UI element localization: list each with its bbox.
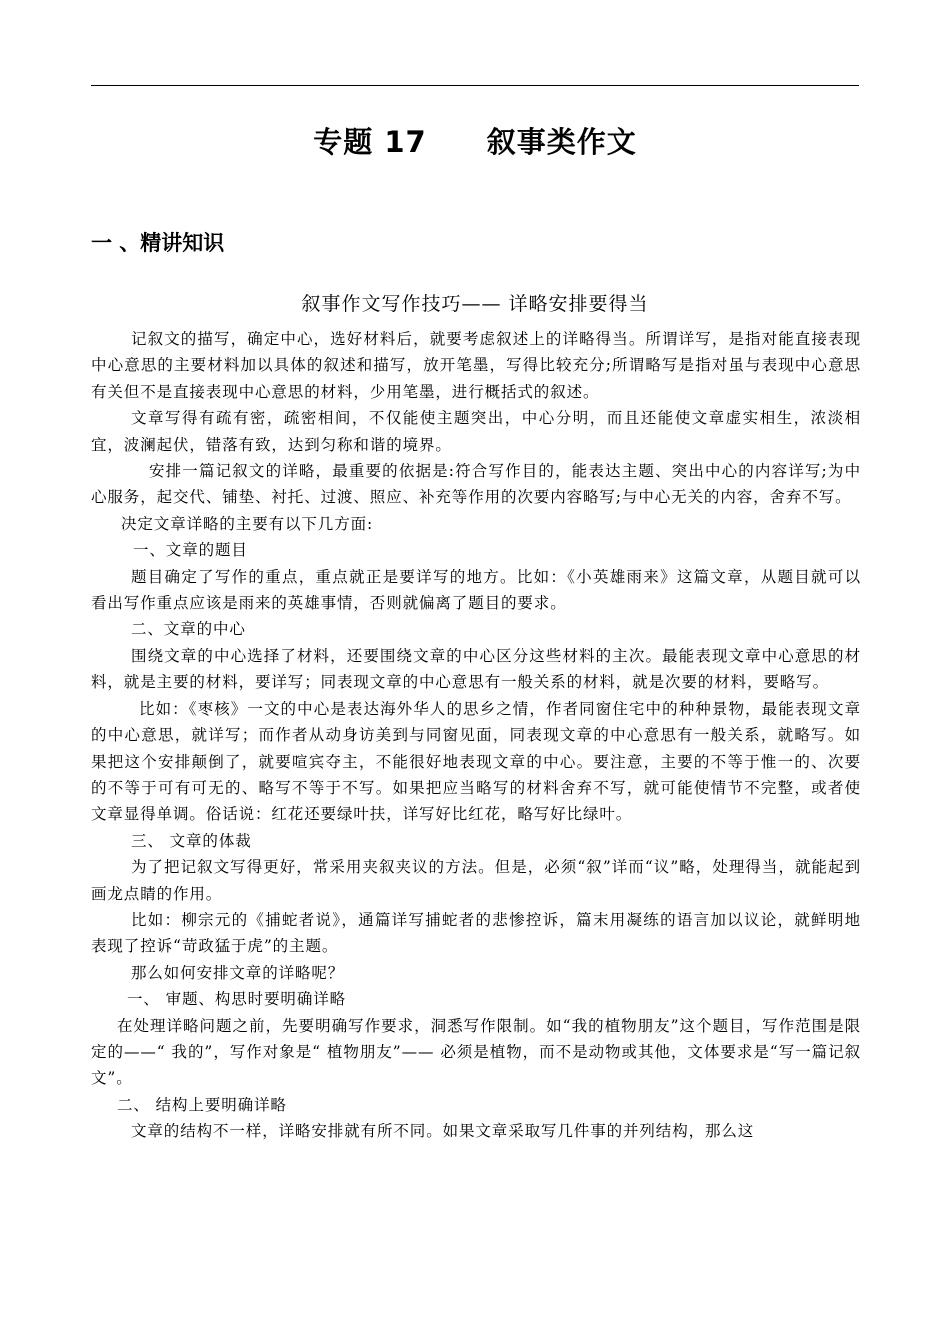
paragraph: 文章的结构不一样，详略安排就有所不同。如果文章采取写几件事的并列结构，那么这 xyxy=(131,1122,755,1141)
paragraph: 题目确定了写作的重点，重点就正是要详写的地方。比如：《小英雄雨来》这篇文章，从题目就可以看出写作重点应该是雨来的英雄事情，否则就偏离了题目的要求。 xyxy=(91,567,861,613)
page-title: 专题 17 叙事类作文 xyxy=(313,125,637,159)
subheading: 三、 文章的体裁 xyxy=(131,831,252,850)
article-title: 叙事作文写作技巧—— 详略安排要得当 xyxy=(301,293,649,315)
subheading: 二、 结构上要明确详略 xyxy=(117,1095,287,1114)
subheading: 一、文章的题目 xyxy=(133,541,248,560)
subheading: 一、 审题、构思时要明确详略 xyxy=(127,990,347,1009)
header-rule xyxy=(91,85,859,86)
paragraph: 决定文章详略的主要有以下几方面: xyxy=(121,514,374,533)
paragraph: 文章写得有疏有密，疏密相间，不仅能使主题突出，中心分明，而且还能使文章虚实相生，浓淡相宜，波澜起伏，错落有致，达到匀称和谐的境界。 xyxy=(91,409,861,454)
paragraph: 比如：《枣核》一文的中心是表达海外华人的思乡之情，作者同窗住宅中的种种景物，最能表现文章的中心意思，就详写；而作者从动身访美到与同窗见面，同表现文章的中心意思有一般关系，就略写。如果把这个安排颠倒了，就要喧宾夺主，不能很好地表现文章的中心。要注意，主要的不等于惟一的、次要的不等于可有可无的、略写不等于不写。如果把应当略写的材料舍弃不写，就可能使情节不完整，或者使文章显得单调。俗话说：红花还要绿叶扶，详写好比红花，略写好比绿叶。 xyxy=(91,699,861,824)
paragraph: 那么如何安排文章的详略呢？ xyxy=(131,963,345,982)
paragraph: 围绕文章的中心选择了材料，还要围绕文章的中心区分这些材料的主次。最能表现文章中心意思的材料，就是主要的材料，要详写；同表现文章的中心意思有一般关系的材料，就是次要的材料，要略写。 xyxy=(91,646,861,692)
paragraph: 比如：柳宗元的《捕蛇者说》，通篇详写捕蛇者的悲惨控诉，篇末用凝练的语言加以议论，就鲜明地表现了控诉“苛政猛于虎”的主题。 xyxy=(91,910,861,956)
article-body xyxy=(91,326,861,1145)
paragraph: 安排一篇记叙文的详略，最重要的依据是:符合写作目的，能表达主题、突出中心的内容详写;为中心服务，起交代、铺垫、衬托、过渡、照应、补充等作用的次要内容略写;与中心无关的内容，舍弃不写。 xyxy=(91,462,861,507)
paragraph: 记叙文的描写，确定中心，选好材料后，就要考虑叙述上的详略得当。所谓详写，是指对能直接表现中心意思的主要材料加以具体的叙述和描写，放开笔墨，写得比较充分;所谓略写是指对虽与表现中心意思有关但不是直接表现中心意思的材料，少用笔墨，进行概括式的叙述。 xyxy=(91,330,861,401)
subheading: 二、文章的中心 xyxy=(131,620,246,639)
section-heading: 一 、精讲知识 xyxy=(91,231,225,255)
paragraph: 在处理详略问题之前，先要明确写作要求，洞悉写作限制。如“我的植物朋友”这个题目，写作范围是限定的——“ 我的”，写作对象是“ 植物朋友”—— 必须是植物，而不是动物或其他，文体要求是“写一篇记叙文”。 xyxy=(91,1016,861,1088)
paragraph: 为了把记叙文写得更好，常采用夹叙夹议的方法。但是，必须“叙”详而“议”略，处理得当，就能起到画龙点睛的作用。 xyxy=(91,858,861,903)
